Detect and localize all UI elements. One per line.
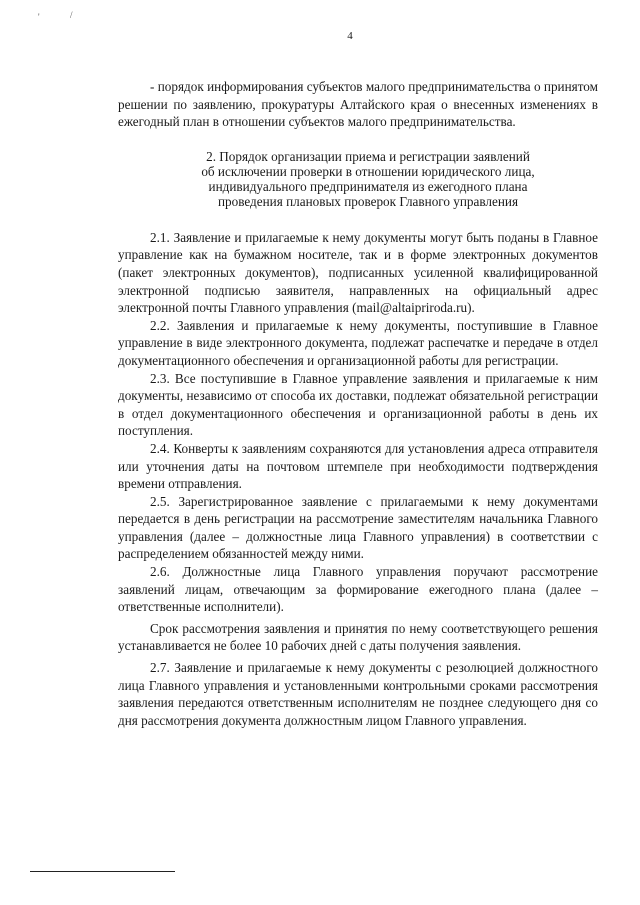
section-title-line: 2. Порядок организации приема и регистрации заявлений bbox=[206, 148, 530, 164]
paragraph-2-1: 2.1. Заявление и прилагаемые к нему документы могут быть поданы в Главное управление как на бумажном носителе, так и в форме электронных документов (пакет электронных документов), подписанных усиленной квалифицированной электронной подписью заявителя, направленных на официальный адрес электронной почты Главного управления (mail@altaipriroda.ru). bbox=[118, 229, 598, 316]
paragraph-2-5: 2.5. Зарегистрированное заявление с прилагаемыми к нему документами передается в день регистрации на рассмотрение заместителям начальника Главного управления (далее – должностные лица Главного управления) в соответствии с распределением обязанностей между ними. bbox=[118, 493, 598, 562]
section-title-line: об исключении проверки в отношении юридического лица, bbox=[201, 163, 535, 179]
intro-paragraph: - порядок информирования субъектов малого предпринимательства о принятом решении по заявлению, прокуратуры Алтайского края о внесенных изменениях в ежегодный план в отношении субъектов малого предпринимательства. bbox=[118, 79, 598, 130]
paragraph-deadline: Срок рассмотрения заявления и принятия по нему соответствующего решения устанавливается не более 10 рабочих дней с даты получения заявления. bbox=[118, 620, 598, 654]
paragraph-2-6: 2.6. Должностные лица Главного управления поручают рассмотрение заявлений лицам, отвечающим за формирование ежегодного плана (далее – ответственные исполнители). bbox=[118, 564, 598, 615]
paragraph-2-2: 2.2. Заявления и прилагаемые к нему документы, поступившие в Главное управление в виде электронного документа, подлежат распечатке и передаче в отдел документационного обеспечения и организационной работы для регистрации. bbox=[118, 317, 598, 368]
page-number: 4 bbox=[347, 30, 353, 42]
document-body bbox=[118, 78, 598, 729]
section-title-line: проведения плановых проверок Главного управления bbox=[217, 193, 519, 209]
paragraph-2-3: 2.3. Все поступившие в Главное управление заявления и прилагаемые к ним документы, независимо от способа их доставки, подлежат обязательной регистрации в отдел документационного обеспечения и организационной работы в день их поступления. bbox=[118, 370, 598, 439]
section-title-line: индивидуального предпринимателя из ежегодного плана bbox=[208, 178, 528, 194]
footnote-separator bbox=[30, 871, 175, 872]
paragraph-2-4: 2.4. Конверты к заявлениям сохраняются для установления адреса отправителя или уточнения даты на почтовом штемпеле при необходимости подтверждения времени отправления. bbox=[118, 440, 598, 492]
section-title bbox=[138, 149, 598, 209]
scan-mark: / bbox=[70, 10, 73, 20]
paragraph-2-7: 2.7. Заявление и прилагаемые к нему документы с резолюцией должностного лица Главного управления и установленными контрольными сроками рассмотрения заявления передаются ответственным исполнителям не позднее следующего дня со дня рассмотрения документа должностным лицом Главного управления. bbox=[118, 660, 598, 728]
scan-mark: ' bbox=[38, 12, 40, 22]
